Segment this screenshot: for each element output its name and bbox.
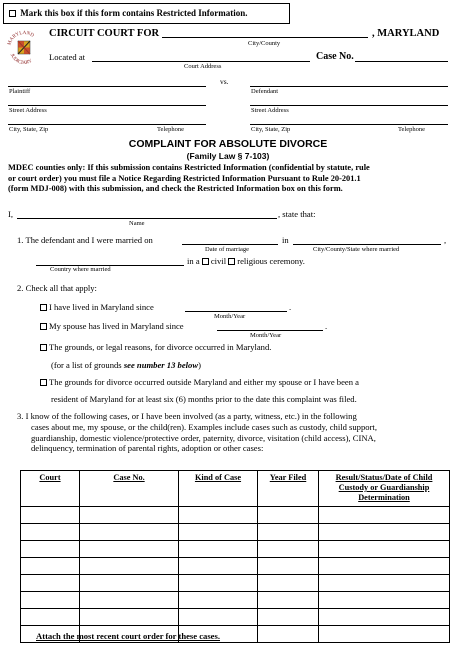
- court-address-field[interactable]: [92, 61, 310, 62]
- defendant-caption: Defendant: [251, 88, 279, 95]
- plaintiff-caption: Plaintiff: [9, 88, 31, 95]
- lived-in-md-row: [40, 302, 154, 312]
- table-cell[interactable]: [258, 592, 319, 609]
- year-filed-column-header: Year Filed: [258, 471, 319, 507]
- form-title: COMPLAINT FOR ABSOLUTE DIVORCE: [128, 138, 328, 150]
- lived-in-md-label: I have lived in Maryland since: [49, 302, 154, 312]
- form-subtitle: (Family Law § 7-103): [186, 151, 270, 161]
- grounds-outside-md-label-2: resident of Maryland for at least six (6) months prior to the date this complaint was filed.: [51, 394, 357, 404]
- table-row: [21, 558, 450, 575]
- table-cell[interactable]: [258, 575, 319, 592]
- item1-in: in: [282, 235, 289, 245]
- grounds-outside-md-row: [40, 377, 359, 387]
- spouse-lived-since-field[interactable]: [217, 330, 323, 331]
- state-label: , MARYLAND: [372, 28, 440, 39]
- table-cell[interactable]: [80, 575, 179, 592]
- table-cell[interactable]: [80, 541, 179, 558]
- intro-prefix: I,: [8, 209, 14, 219]
- table-cell[interactable]: [319, 558, 450, 575]
- table-cell[interactable]: [258, 524, 319, 541]
- plaintiff-city-field[interactable]: [8, 124, 206, 125]
- defendant-street-caption: Street Address: [251, 107, 289, 114]
- item1-text: 1. The defendant and I were married on: [17, 235, 153, 245]
- grounds-in-md-row: [40, 342, 271, 352]
- table-cell[interactable]: [319, 609, 450, 626]
- table-cell[interactable]: [258, 626, 319, 643]
- item3-text: 3. I know of the following cases, or I have been involved (as a party, witness, etc.) in the following cases about me, my spouse, or the child(ren). Examples include cases such as custody, child support, guardianship, domestic violence/protective order, paternity, divorce, visitation (child access), CINA, delinquency, termination of parental rights, adoption or other cases:: [17, 411, 377, 454]
- court-column-header: Court: [21, 471, 80, 507]
- plaintiff-field[interactable]: [8, 86, 206, 87]
- table-cell[interactable]: [179, 524, 258, 541]
- spouse-lived-in-md-label: My spouse has lived in Maryland since: [49, 321, 184, 331]
- plaintiff-city-caption: City, State, Zip: [9, 126, 49, 133]
- grounds-outside-md-checkbox[interactable]: [40, 379, 47, 386]
- table-cell[interactable]: [258, 558, 319, 575]
- table-row: [21, 609, 450, 626]
- grounds-outside-md-label: The grounds for divorce occurred outside Maryland and either my spouse or I have been a: [49, 377, 359, 387]
- mdec-notice: MDEC counties only: If this submission contains Restricted Information (confidential by statute, rule or court order) you must file a Notice Regarding Restricted Information Pursuant to Rule 20-201.1 (form MDJ-008) with this submission, and check the Restricted Information box on this form.: [8, 163, 370, 193]
- defendant-city-caption: City, State, Zip: [251, 126, 291, 133]
- table-cell[interactable]: [21, 524, 80, 541]
- table-cell[interactable]: [258, 609, 319, 626]
- plaintiff-telephone-caption: Telephone: [157, 126, 184, 133]
- grounds-in-md-checkbox[interactable]: [40, 344, 47, 351]
- restricted-info-label: Mark this box if this form contains Restricted Information.: [20, 8, 248, 18]
- plaintiff-street-caption: Street Address: [9, 107, 47, 114]
- defendant-street-field[interactable]: [250, 105, 448, 106]
- table-cell[interactable]: [80, 592, 179, 609]
- intro-suffix: , state that:: [278, 209, 316, 219]
- case-no-column-header: Case No.: [80, 471, 179, 507]
- located-at-label: Located at: [49, 52, 86, 62]
- cases-table-header: [21, 471, 450, 507]
- table-row: [21, 575, 450, 592]
- table-cell[interactable]: [179, 558, 258, 575]
- table-cell[interactable]: [21, 592, 80, 609]
- table-cell[interactable]: [21, 609, 80, 626]
- table-cell[interactable]: [21, 541, 80, 558]
- circuit-court-label: CIRCUIT COURT FOR: [49, 28, 160, 39]
- marriage-place-field[interactable]: [293, 244, 441, 245]
- table-cell[interactable]: [80, 558, 179, 575]
- marriage-date-caption: Date of marriage: [205, 246, 250, 253]
- maryland-judiciary-seal-icon: [4, 26, 44, 70]
- period-1: .: [289, 302, 292, 312]
- table-cell[interactable]: [179, 609, 258, 626]
- civil-checkbox[interactable]: [202, 258, 209, 265]
- table-row: [21, 541, 450, 558]
- table-row: [21, 592, 450, 609]
- period-2: .: [325, 321, 328, 331]
- lived-in-md-checkbox[interactable]: [40, 304, 47, 311]
- plaintiff-street-field[interactable]: [8, 105, 206, 106]
- name-field[interactable]: [17, 218, 277, 219]
- religious-label: religious ceremony.: [237, 256, 305, 266]
- item1-comma: ,: [444, 235, 447, 245]
- table-cell[interactable]: [21, 575, 80, 592]
- cases-table: [20, 470, 450, 643]
- table-cell[interactable]: [258, 507, 319, 524]
- table-cell[interactable]: [258, 541, 319, 558]
- versus-label: vs.: [220, 77, 229, 86]
- kind-of-case-column-header: Kind of Case: [179, 471, 258, 507]
- table-cell[interactable]: [179, 575, 258, 592]
- table-row: [21, 524, 450, 541]
- table-cell[interactable]: [179, 507, 258, 524]
- table-cell[interactable]: [319, 541, 450, 558]
- religious-checkbox[interactable]: [228, 258, 235, 265]
- name-caption: Name: [129, 220, 145, 227]
- defendant-telephone-caption: Telephone: [398, 126, 425, 133]
- marriage-country-caption: Country where married: [50, 266, 111, 273]
- case-no-label: Case No.: [316, 51, 354, 62]
- restricted-info-checkbox-row[interactable]: [9, 8, 247, 18]
- ceremony-type-row: [187, 256, 305, 266]
- svg-text:JUDICIARY: JUDICIARY: [8, 53, 34, 67]
- table-cell[interactable]: [319, 575, 450, 592]
- table-cell[interactable]: [21, 558, 80, 575]
- spouse-lived-in-md-row: [40, 321, 184, 331]
- restricted-info-checkbox[interactable]: [9, 10, 16, 17]
- table-row: [21, 507, 450, 524]
- grounds-note: (for a list of grounds see number 13 below): [51, 360, 201, 370]
- city-county-field[interactable]: [162, 37, 368, 38]
- table-cell[interactable]: [80, 507, 179, 524]
- marriage-place-caption: City/County/State where married: [313, 246, 400, 253]
- month-year-caption-1: Month/Year: [214, 313, 246, 320]
- defendant-city-field[interactable]: [250, 124, 448, 125]
- defendant-field[interactable]: [250, 86, 448, 87]
- spouse-lived-in-md-checkbox[interactable]: [40, 323, 47, 330]
- month-year-caption-2: Month/Year: [250, 332, 282, 339]
- table-cell[interactable]: [80, 609, 179, 626]
- table-cell[interactable]: [319, 507, 450, 524]
- marriage-date-field[interactable]: [182, 244, 278, 245]
- result-status-column-header: Result/Status/Date of Child Custody or Guardianship Determination: [319, 471, 450, 507]
- table-cell[interactable]: [319, 626, 450, 643]
- table-cell[interactable]: [21, 507, 80, 524]
- civil-label: civil: [210, 256, 227, 266]
- table-cell[interactable]: [179, 592, 258, 609]
- city-county-caption: City/County: [248, 40, 281, 47]
- table-cell[interactable]: [319, 592, 450, 609]
- item2-heading: 2. Check all that apply:: [17, 283, 97, 293]
- case-no-field[interactable]: [355, 61, 448, 62]
- svg-text:MARYLAND: MARYLAND: [7, 30, 35, 47]
- table-cell[interactable]: [179, 541, 258, 558]
- attach-order-note: Attach the most recent court order for these cases.: [36, 631, 220, 641]
- in-a-label: in a: [187, 256, 200, 266]
- table-cell[interactable]: [80, 524, 179, 541]
- grounds-in-md-label: The grounds, or legal reasons, for divorce occurred in Maryland.: [49, 342, 272, 352]
- lived-in-md-since-field[interactable]: [185, 311, 287, 312]
- court-address-caption: Court Address: [184, 63, 222, 70]
- table-cell[interactable]: [319, 524, 450, 541]
